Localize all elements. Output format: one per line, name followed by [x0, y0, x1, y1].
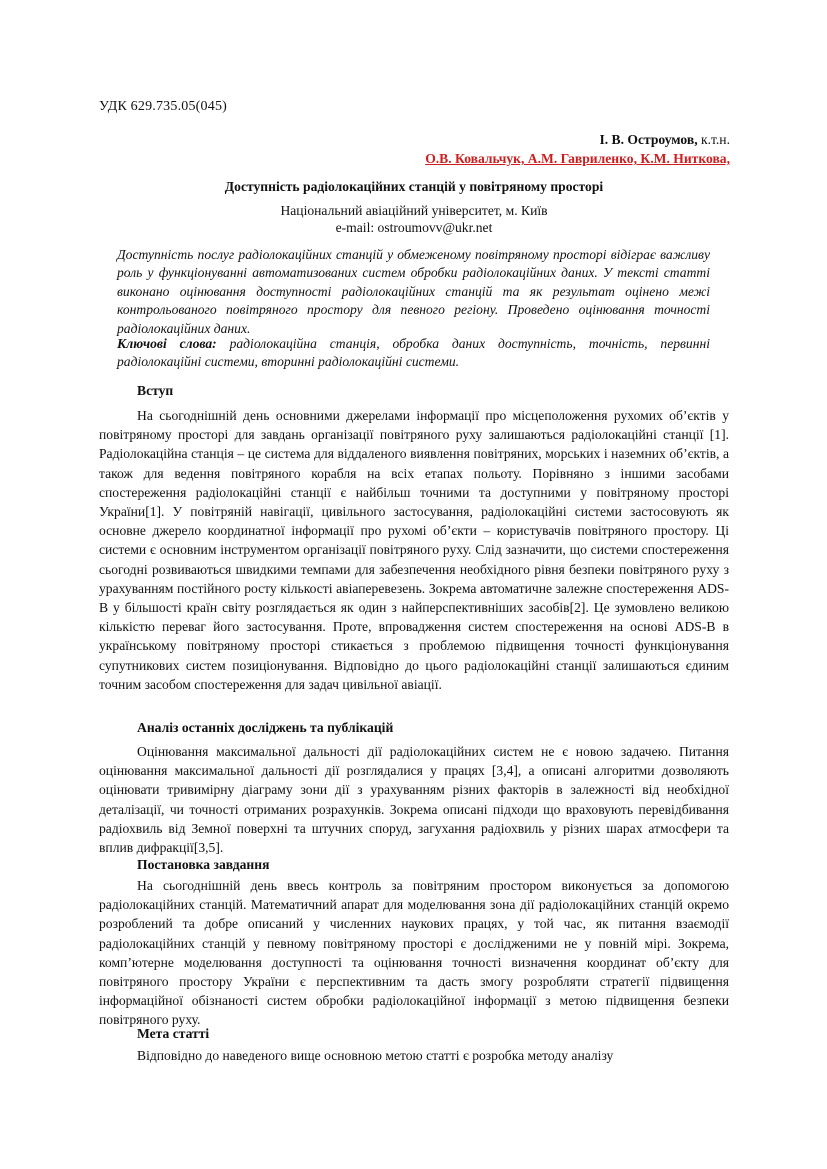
keywords-text: радіолокаційна станція, обробка даних доступність, точність, первинні радіолокаційні системи, вторинні радіолокаційні системи. — [117, 336, 710, 370]
lead-author-degree: к.т.н. — [697, 132, 730, 147]
lead-author — [100, 130, 730, 149]
abstract: Доступність послуг радіолокаційних станцій у обмеженому повітряному просторі відіграє важливу роль у функціонуванні автоматизованих систем обробки радіолокаційних даних. У тексті статті виконано оцінювання доступності радіолокаційних станцій та як результат оцінено межі контрольованого повітряного простору для певного регіону. Проведено оцінювання точності радіолокаційних даних. — [117, 247, 710, 336]
paper-title: Доступність радіолокаційних станцій у повітряному просторі — [224, 179, 604, 194]
keywords-label: Ключові слова: — [117, 336, 217, 351]
udc-code: УДК 629.735.05(045) — [99, 99, 228, 114]
section-paragraph-analysis: Оцінювання максимальної дальності дії радіолокаційних систем не є новою задачею. Питання оцінювання максимальної дальності дії розглядалися у працях [3,4], а описані алгоритми дозволяють оцінювати тривимірну діаграму зони дії з урахуванням різних факторів в залежності від необхідної деталізації, чи точності отриманих розрахунків. Зокрема описані підходи що враховують перевідбивання радіохвиль від Земної поверхні та штучних споруд, загухання радіохвиль у різних шарах атмосфери та вплив дифракції[3,5]. — [99, 744, 729, 856]
section-heading-analysis: Аналіз останніх досліджень та публікацій — [137, 720, 394, 735]
section-heading-intro: Вступ — [137, 383, 174, 398]
coauthors: О.В. Ковальчук, А.М. Гавриленко, К.М. Ниткова, — [425, 151, 730, 166]
section-paragraph-aim: Відповідно до наведеного вище основною метою статті є розробка методу аналізу — [137, 1048, 614, 1063]
section-heading-problem: Постановка завдання — [137, 857, 270, 872]
section-paragraph-intro: На сьогоднішній день основними джерелами інформації про місцеположення рухомих об’єктів у повітряному просторі для завдань організації повітряного руху залишаються радіолокаційні станції [1]. Радіолокаційна станція – це система для віддаленого виявлення повітряних, морських і наземних об’єктів, а також для ведення повітряного корабля на всіх етапах польоту. Порівняно з іншими засобами спостереження радіолокаційні станції є найбільш точними та доступними у повітряному просторі України[1]. У повітряній навігації, цивільного застосування, радіолокаційні системи застосовують як основне джерело координатної інформації про рухомі об’єкти – користувачів повітряного простору. Ці системи є основним інструментом організації повітряного руху. Слід зазначити, що системи спостереження сьогодні розвиваються швидкими темпами для забезпечення необхідного рівня безпеки повітряного руху з урахуванням постійного росту кількості авіаперевезень. Зокрема автоматичне залежне спостереження ADS-B у більшості країн світу розглядається як один з найперспективніших засобів[2]. Це зумовлено великою кількістю переваг його застосування. Проте, впровадження систем спостереження на основі ADS-B в українському повітряному просторі стикається з проблемою підвищення точності функціонування супутникових систем позиціонування. Відповідно до цього радіолокаційні станції залишаються єдиним точним засобом спостереження для задач цивільної авіації. — [99, 408, 729, 692]
section-heading-aim: Мета статті — [137, 1026, 210, 1041]
email: e-mail: ostroumovv@ukr.net — [335, 220, 493, 235]
section-paragraph-problem: На сьогоднішній день ввесь контроль за повітряним простором виконується за допомогою радіолокаційних станцій. Математичний апарат для моделювання зона дії радіолокаційних станцій окремо розроблений та добре описаний у численних наукових працях, у той час, як питання взаємодії радіолокаційних станцій у певному повітряному просторі є дослідженими не у повній мірі. Зокрема, комп’ютерне моделювання доступності та оцінювання точності визначення координат об’єкту для повітряного простору України є перспективним та дасть змогу розробляти стратегії підвищення інформаційної обізнаності систем обробки радіолокаційної інформації з метою підвищення безпеки повітряного руху. — [99, 878, 729, 1028]
affiliation: Національний авіаційний університет, м. Київ — [280, 203, 548, 218]
lead-author-name: І. В. Остроумов, — [599, 132, 698, 147]
keywords — [117, 335, 710, 372]
